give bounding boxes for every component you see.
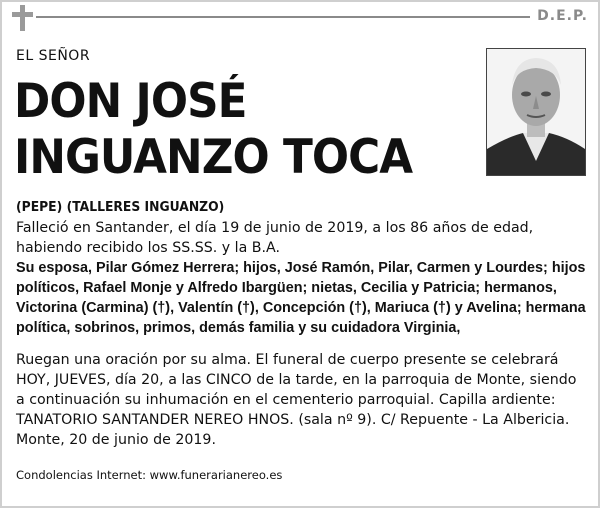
death-line-2: habiendo recibido los SS.SS. y la B.A. xyxy=(16,240,281,256)
portrait-image xyxy=(487,49,585,175)
nickname: (PEPE) (TALLERES INGUANZO) xyxy=(16,200,225,215)
notice-body xyxy=(16,198,588,450)
name-line-2: INGUANZO TOCA xyxy=(14,130,413,185)
death-line-1: Falleció en Santander, el día 19 de junio de 2019, a los 86 años de edad, xyxy=(16,220,534,236)
condolences-line: Condolencias Internet: www.funerarianereo.es xyxy=(16,468,283,482)
title-prefix: EL SEÑOR xyxy=(16,48,91,64)
deceased-name xyxy=(14,74,412,186)
prayer-line-1: Ruegan una oración por su alma. El funeral de cuerpo presente se celebrará xyxy=(16,352,559,368)
dep-label: D.E.P. xyxy=(537,8,588,24)
prayer-line-2: HOY, JUEVES, día 20, a las CINCO de la tarde, en la parroquia de Monte, siendo xyxy=(16,372,577,388)
name-line-1: DON JOSÉ xyxy=(14,74,247,129)
portrait-photo xyxy=(486,48,586,176)
place-date: Monte, 20 de junio de 2019. xyxy=(16,432,216,448)
funeral-info xyxy=(16,350,588,450)
header-rule xyxy=(36,16,530,18)
prayer-line-3: a continuación su inhumación en el cementerio parroquial. Capilla ardiente: xyxy=(16,392,556,408)
cross-icon xyxy=(10,5,34,31)
prayer-line-4: TANATORIO SANTANDER NEREO HNOS. (sala nº 9). C/ Repuente - La Albericia. xyxy=(16,412,570,428)
header-bar xyxy=(0,0,600,34)
family-list: Su esposa, Pilar Gómez Herrera; hijos, José Ramón, Pilar, Carmen y Lourdes; hijos políticos, Rafael Monje y Alfredo Ibargüen; nietas, Cecilia y Patricia; hermanos, Victorina (Carmina) (†), Valentín (†), Concepción (†), Mariuca (†) y Avelina; hermana política, sobrinos, primos, demás familia y su cuidadora Virginia, xyxy=(16,260,586,336)
